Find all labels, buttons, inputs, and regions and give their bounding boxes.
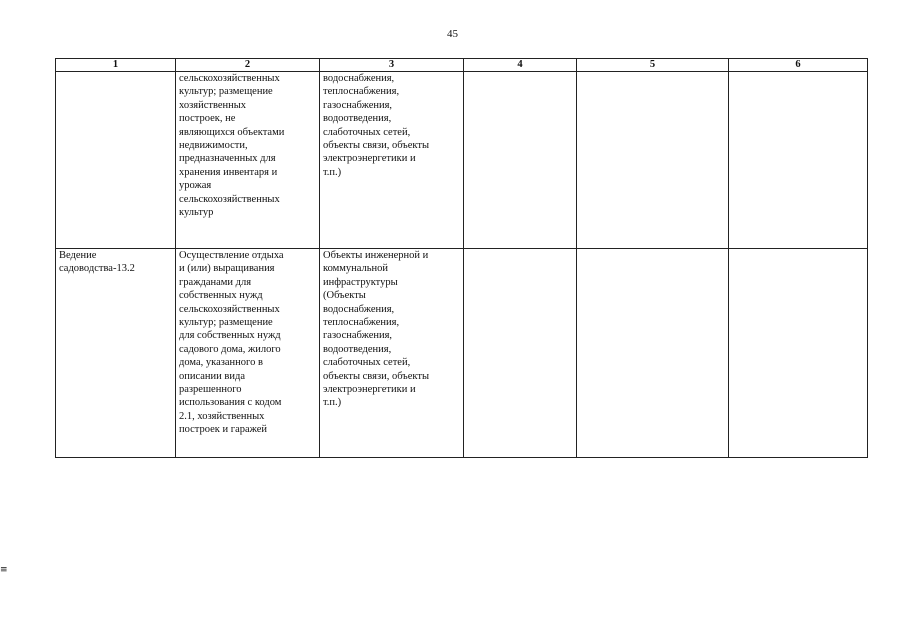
table-cell: [56, 249, 176, 458]
table-cell: [577, 249, 729, 458]
table-cell: [464, 249, 577, 458]
cell-text: Объекты инженерной и коммунальной инфраструктуры (Объекты водоснабжения, теплоснабжения, газоснабжения, водоотведения, слаботочных сетей, объекты связи, объекты электроэнергетики и т.п.): [323, 250, 430, 409]
table-row: [56, 72, 868, 249]
column-header-3: 3: [320, 59, 464, 72]
table-cell: [176, 72, 320, 249]
table-cell: [320, 72, 464, 249]
margin-mark: ≡: [0, 565, 8, 575]
table-cell: [729, 72, 868, 249]
table-cell: [577, 72, 729, 249]
cell-text: Осуществление отдыха и (или) выращивания гражданами для собственных нужд сельскохозяйственных культур; размещение для собственных нужд садового дома, жилого дома, указанного в описании вида разрешенного использования с кодом 2.1, хозяйственных построек и гаражей: [179, 250, 284, 436]
page-number: 45: [447, 28, 458, 40]
cell-text: сельскохозяйственных культур; размещение хозяйственных построек, не являющихся объектами недвижимости, предназначенных для хранения инвентаря и урожая сельскохозяйственных культур: [179, 73, 285, 219]
column-header-4: 4: [464, 59, 577, 72]
column-header-5: 5: [577, 59, 729, 72]
table-cell: [320, 249, 464, 458]
table-cell: [464, 72, 577, 249]
table-header-row: [56, 59, 868, 72]
table-cell: [176, 249, 320, 458]
zoning-table: [55, 58, 868, 458]
table-cell: [56, 72, 176, 249]
cell-text: Ведение садоводства-13.2: [59, 250, 135, 275]
column-header-6: 6: [729, 59, 868, 72]
column-header-1: 1: [56, 59, 176, 72]
table-cell: [729, 249, 868, 458]
table-row: [56, 249, 868, 458]
column-header-2: 2: [176, 59, 320, 72]
cell-text: водоснабжения, теплоснабжения, газоснабжения, водоотведения, слаботочных сетей, объекты связи, объекты электроэнергетики и т.п.): [323, 73, 430, 178]
